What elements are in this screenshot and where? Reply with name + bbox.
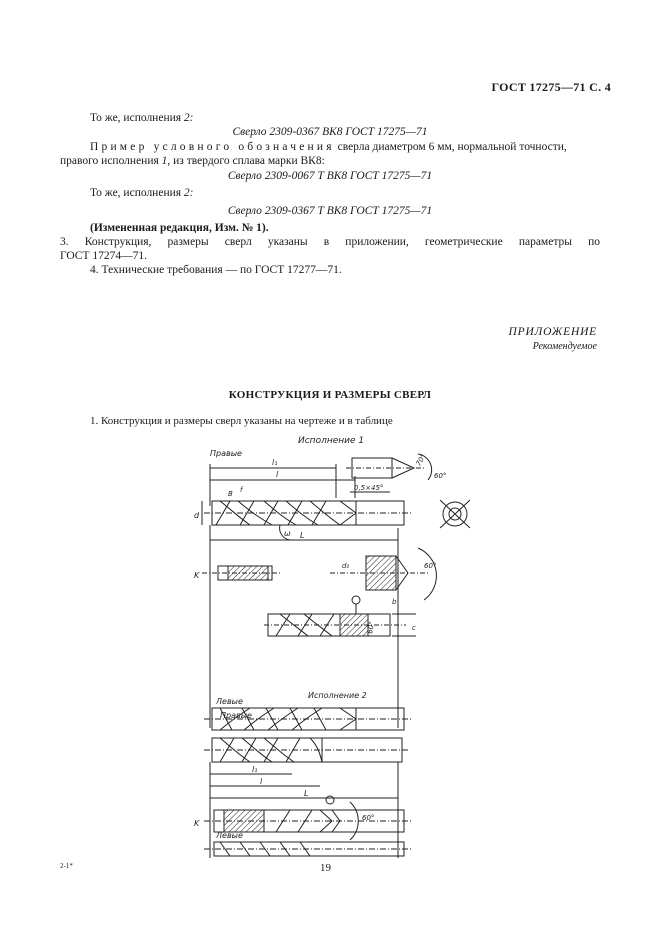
page-header: ГОСТ 17275—71 С. 4 <box>491 80 611 94</box>
dim-K-label-2: K <box>194 819 200 828</box>
angle-60-tip-label: 60° <box>424 562 437 570</box>
dim-l-label: l <box>276 470 279 479</box>
drill-drawing <box>180 428 480 858</box>
clause-3-line-2: ГОСТ 17274—71. <box>60 250 148 262</box>
right-label-1: Правые <box>210 449 242 458</box>
dim-L-label-2: L <box>304 789 309 798</box>
same-variant-2-line-b: То же, исполнения 2: <box>90 187 194 199</box>
section-title: КОНСТРУКЦИЯ И РАЗМЕРЫ СВЕРЛ <box>228 389 432 401</box>
designation-code-2: Сверло 2309-0067 Т ВК8 ГОСТ 17275—71 <box>227 170 433 182</box>
revised-note: (Измененная редакция, Изм. № 1). <box>90 222 269 234</box>
dim-b-label: b <box>392 598 397 606</box>
dim-L-label: L <box>300 531 305 540</box>
designation-code-1: Сверло 2309-0367 ВК8 ГОСТ 17275—71 <box>232 126 428 138</box>
variant-2-label: Исполнение 2 <box>308 691 367 700</box>
example-line-1: Пример условного обозначения сверла диаметром 6 мм, нормальной точности, <box>90 141 567 153</box>
dim-K-label: K <box>194 571 200 580</box>
clause-4: 4. Технические требования — по ГОСТ 17277—71. <box>90 264 342 276</box>
dim-c-label: c <box>412 624 416 632</box>
angle-60-label: 60° <box>434 472 447 480</box>
chamfer-label: 0,5×45° <box>354 484 384 492</box>
footer-mark: 2-1* <box>60 862 73 870</box>
left-label-1: Левые <box>216 697 243 706</box>
dim-l-label-2: l <box>260 777 263 786</box>
variant-1-label: Исполнение 1 <box>298 436 365 446</box>
dim-d0-label: d₀ <box>342 562 350 570</box>
left-label-2: Левые <box>216 831 243 840</box>
angle-70-label: 70° <box>414 452 428 468</box>
dim-l1-label-2: l₁ <box>252 765 258 774</box>
omega-label: ω <box>284 529 291 538</box>
angle-60-v2-label: 60° <box>362 814 375 822</box>
dim-l1-label: l₁ <box>272 458 278 467</box>
dim-d-label: d <box>194 511 200 520</box>
example-line-2: правого исполнения 1, из твердого сплава марки ВК8: <box>60 155 325 167</box>
designation-code-3: Сверло 2309-0367 Т ВК8 ГОСТ 17275—71 <box>227 205 433 217</box>
appendix-label: ПРИЛОЖЕНИЕ <box>508 326 597 338</box>
right-label-2: Правые <box>220 711 252 720</box>
clause-3-line-1: 3. Конструкция, размеры сверл указаны в приложении, геометрические параметры по <box>60 236 600 248</box>
section-intro: 1. Конструкция и размеры сверл указаны на чертеже и в таблице <box>90 415 393 427</box>
page-number: 19 <box>320 862 331 874</box>
appendix-sublabel: Рекомендуемое <box>532 341 597 352</box>
same-variant-2-line: То же, исполнения 2: <box>90 112 194 124</box>
helix-f-label: f <box>240 486 243 494</box>
angle-60-mid-label: 60° <box>366 620 377 635</box>
helix-B-label: B <box>228 490 233 498</box>
